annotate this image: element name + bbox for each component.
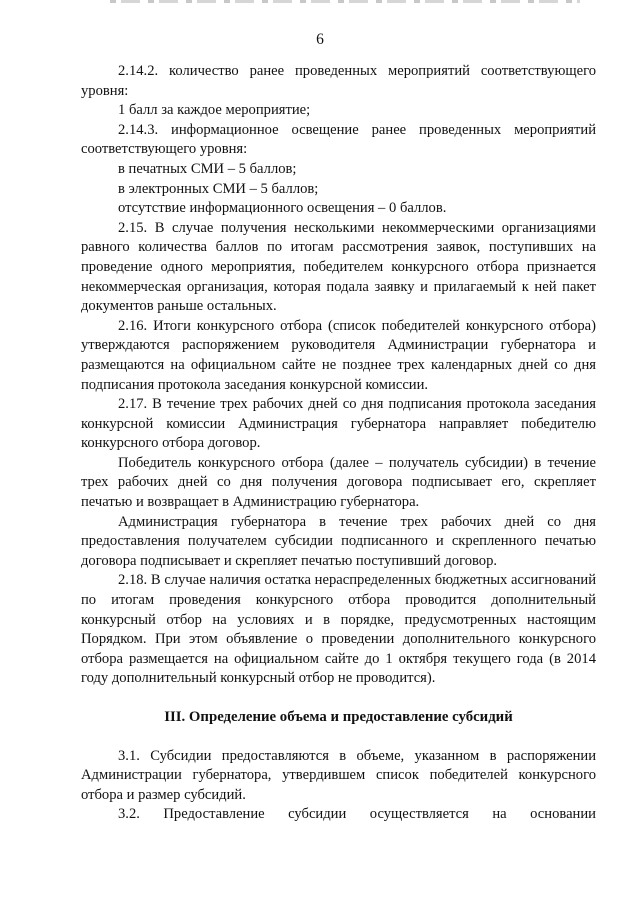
paragraph-2-14-2: 2.14.2. количество ранее проведенных мероприятий соответствующего уровня: xyxy=(81,63,596,99)
paragraph-electronic-media: в электронных СМИ – 5 баллов; xyxy=(118,180,319,197)
paragraph-winner: Победитель конкурсного отбора (далее – получатель субсидии) в течение трех рабочих дней со дня получения договора подписывает его, скрепляет печатью и возвращает в Администрацию губернатора. xyxy=(81,454,596,511)
paragraph-point-per-event: 1 балл за каждое мероприятие; xyxy=(118,102,311,119)
paragraph-2-14-3: 2.14.3. информационное освещение ранее проведенных мероприятий соответствующего уровня: xyxy=(81,121,596,158)
paragraph-2-16: 2.16. Итоги конкурсного отбора (список победителей конкурсного отбора) утверждаются распоряжением руководителя Администрации губернатора и размещаются на официальном сайте не позднее трех календарных дней со дня подписания протокола заседания конкурсной комиссии. xyxy=(81,317,596,393)
paragraph-2-15: 2.15. В случае получения несколькими некоммерческими организациями равного количества баллов по итогам рассмотрения заявок, поступивших на проведение одного мероприятия, победителем конкурсного отбора признается некоммерческая организация, которая подала заявку и прилагаемый к ней пакет документов раньше остальных. xyxy=(81,219,596,315)
paragraph-2-18: 2.18. В случае наличия остатка нераспределенных бюджетных ассигнований по итогам проведения конкурсного отбора проводится дополнительный конкурсный отбор на условиях и в порядке, предусмотренных настоящим Порядком. При этом объявление о проведении дополнительного конкурсного отбора размещается на официальном сайте до 1 октября текущего года (в 2014 году дополнительный конкурсный отбор не проводится). xyxy=(81,572,596,687)
paragraph-print-media: в печатных СМИ – 5 баллов; xyxy=(118,160,297,177)
document-body xyxy=(81,62,596,825)
paragraph-administration: Администрация губернатора в течение трех рабочих дней со дня предоставления получателем субсидии подписанного и скрепленного печатью договора подписывает и скрепляет печатью поступивший договор. xyxy=(81,513,596,569)
paragraph-no-coverage: отсутствие информационного освещения – 0 баллов. xyxy=(118,200,447,217)
scan-edge-artifact xyxy=(110,0,580,3)
paragraph-2-17: 2.17. В течение трех рабочих дней со дня подписания протокола заседания конкурсной комиссии Администрация губернатора направляет победителю конкурсного отбора договор. xyxy=(81,396,596,452)
paragraph-3-2: 3.2. Предоставление субсидии осуществляется на основании xyxy=(118,806,596,823)
page-number: 6 xyxy=(316,31,324,48)
section-heading-3: III. Определение объема и предоставление субсидий xyxy=(164,709,513,725)
paragraph-3-1: 3.1. Субсидии предоставляются в объеме, указанном в распоряжении Администрации губернатора, утвердившем список победителей конкурсного отбора и размер субсидий. xyxy=(81,747,596,803)
